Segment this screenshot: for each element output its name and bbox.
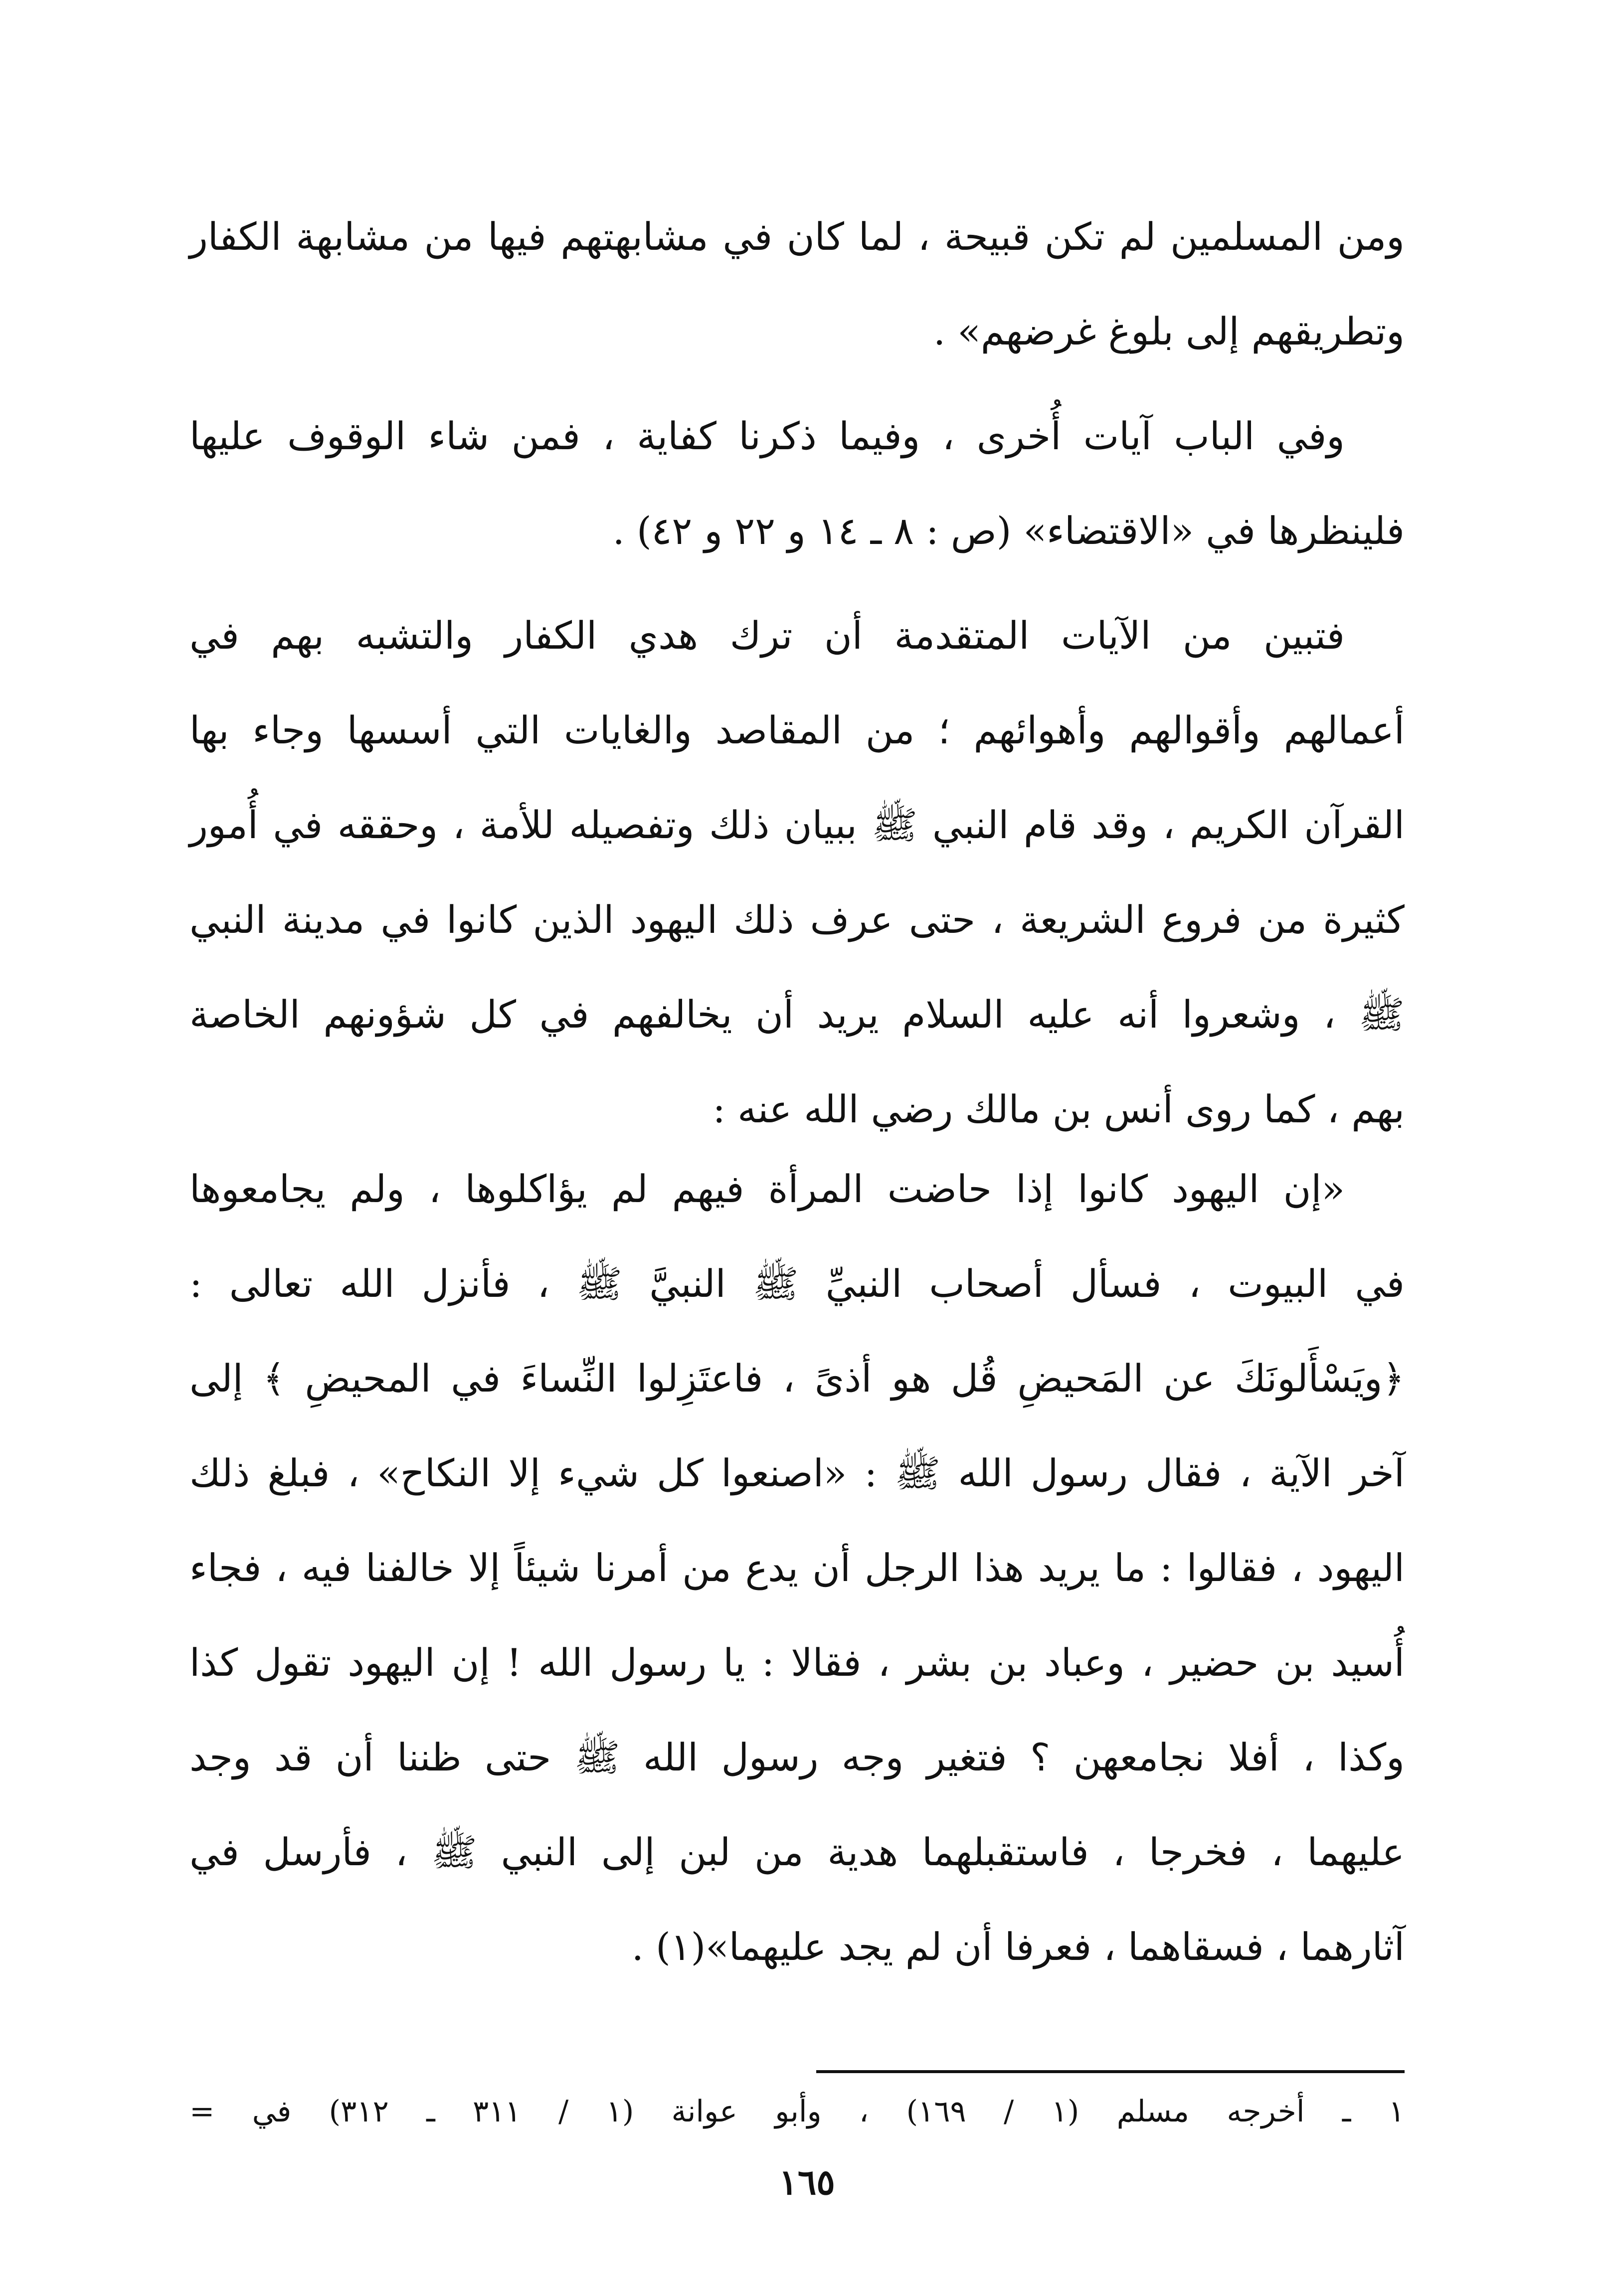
text-line: اليهود ، فقالوا : ما يريد هذا الرجل أن يدع من أمرنا شيئاً إلا خالفنا فيه ، فجاء (189, 1546, 1405, 1590)
text-line: أُسيد بن حضير ، وعباد بن بشر ، فقالا : يا رسول الله ! إن اليهود تقول كذا (189, 1640, 1405, 1685)
text-line: بهم ، كما روى أنس بن مالك رضي الله عنه : (713, 1087, 1405, 1131)
text-line: فلينظرها في «الاقتضاء» (ص : ٨ ـ ١٤ و ٢٢ و ٤٢) . (612, 509, 1405, 553)
text-line: فتبين من الآيات المتقدمة أن ترك هدي الكفار والتشبه بهم في (189, 613, 1345, 658)
paragraph-4-hadith-quote (189, 1142, 1405, 1994)
text-line: في البيوت ، فسأل أصحاب النبيِّ ﷺ النبيَّ ﷺ ، فأنزل الله تعالى : (189, 1261, 1405, 1306)
text-line: وكذا ، أفلا نجامعهن ؟ فتغير وجه رسول الله ﷺ حتى ظننا أن قد وجد (189, 1735, 1405, 1779)
footnote: ١ ـ أخرجه مسلم (١ / ١٦٩) ، وأبو عوانة (١ / ٣١١ ـ ٣١٢) في = (189, 2094, 1405, 2129)
text-line: آثارهما ، فسقاهما ، فعرفا أن لم يجد عليهما»(١) . (631, 1925, 1405, 1969)
paragraph-3 (189, 588, 1405, 1157)
text-line: عليهما ، فخرجا ، فاستقبلهما هدية من لبن إلى النبي ﷺ ، فأرسل في (189, 1830, 1405, 1874)
text-line: «إن اليهود كانوا إذا حاضت المرأة فيهم لم يؤاكلوها ، ولم يجامعوها (189, 1167, 1345, 1211)
text-line: أعمالهم وأقوالهم وأهوائهم ؛ من المقاصد والغايات التي أسسها وجاء بها (189, 708, 1405, 752)
footnote-separator (816, 2070, 1405, 2073)
text-line: القرآن الكريم ، وقد قام النبي ﷺ ببيان ذلك وتفصيله للأمة ، وحققه في أُمور (189, 803, 1405, 847)
text-line: وفي الباب آيات أُخرى ، وفيما ذكرنا كفاية ، فمن شاء الوقوف عليها (189, 414, 1345, 458)
paragraph-1 (189, 189, 1405, 379)
text-line: آخر الآية ، فقال رسول الله ﷺ : «اصنعوا كل شيء إلا النكاح» ، فبلغ ذلك (189, 1451, 1405, 1495)
text-line: ومن المسلمين لم تكن قبيحة ، لما كان في مشابهتهم فيها من مشابهة الكفار (189, 214, 1405, 259)
text-line: ﴿ويَسْأَلونَكَ عن المَحيضِ قُل هو أذىً ، فاعتَزِلوا النِّساءَ في المحيضِ ﴾ إلى (189, 1356, 1405, 1401)
text-line: ﷺ ، وشعروا أنه عليه السلام يريد أن يخالفهم في كل شؤونهم الخاصة (189, 992, 1405, 1037)
text-line: وتطريقهم إلى بلوغ غرضهم» . (933, 309, 1405, 353)
page-number: ١٦٥ (779, 2161, 835, 2203)
text-line: كثيرة من فروع الشريعة ، حتى عرف ذلك اليهود الذين كانوا في مدينة النبي (189, 897, 1405, 942)
paragraph-2 (189, 389, 1405, 578)
